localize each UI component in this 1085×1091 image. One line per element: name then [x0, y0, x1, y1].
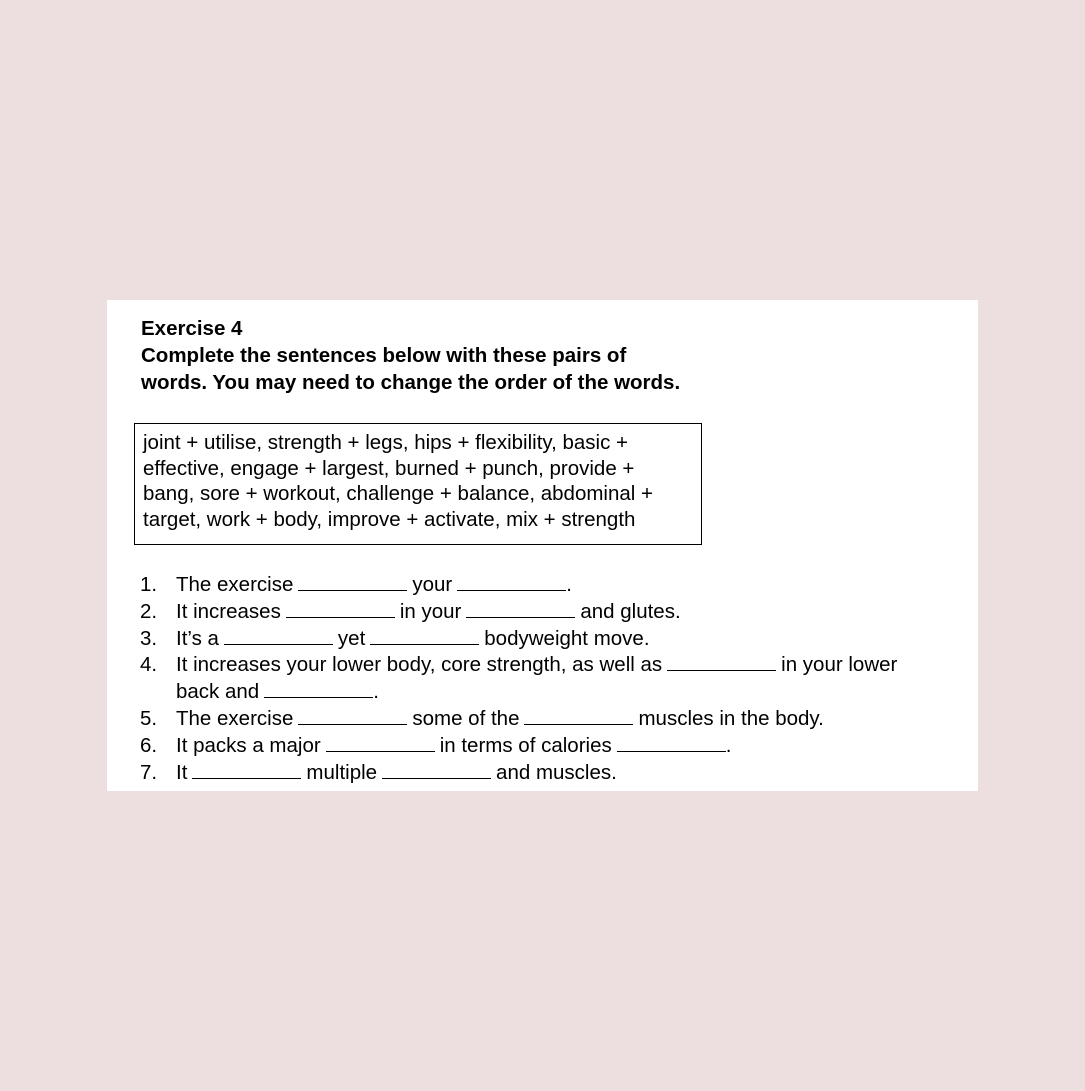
sentence-number: 5.: [140, 706, 158, 730]
sentence-3: [107, 626, 978, 653]
sentence-text: .: [566, 573, 572, 596]
sentence-number: 7.: [140, 760, 158, 784]
sentence-text: It packs a major: [176, 733, 321, 757]
sentence-text: muscles in the body.: [638, 706, 824, 730]
exercise-heading: [141, 315, 781, 396]
sentence-text: back and: [176, 680, 260, 704]
answer-blank[interactable]: [617, 750, 726, 752]
sentence-text: It’s a: [176, 626, 219, 650]
sentence-4: [107, 652, 978, 706]
exercise-title: Exercise 4: [141, 317, 243, 340]
sentence-text: It increases your lower body, core strength, as well as: [176, 653, 663, 677]
word-pairs-line: effective, engage + largest, burned + punch, provide +: [143, 456, 635, 480]
sentence-text: your: [412, 573, 453, 596]
sentence-text: .: [725, 733, 732, 757]
answer-blank[interactable]: [667, 669, 776, 671]
sentence-text: in terms of calories: [439, 733, 612, 757]
sentence-number: 4.: [140, 653, 158, 677]
answer-blank[interactable]: [326, 750, 435, 752]
answer-blank[interactable]: [370, 643, 479, 645]
instructions-line-1: Complete the sentences below with these pairs of: [141, 344, 627, 367]
sentence-text: bodyweight move.: [484, 626, 650, 650]
answer-blank[interactable]: [298, 723, 407, 725]
word-pairs-line: joint + utilise, strength + legs, hips + flexibility, basic +: [143, 431, 629, 454]
answer-blank[interactable]: [192, 777, 301, 779]
sentence-text: in your: [399, 599, 462, 623]
word-pairs-line: target, work + body, improve + activate, mix + strength: [143, 507, 636, 531]
sentence-text: The exercise: [176, 706, 294, 730]
sentence-text: multiple: [306, 760, 378, 784]
sentence-2: [107, 599, 978, 626]
answer-blank[interactable]: [224, 643, 333, 645]
sentence-number: 2.: [140, 599, 158, 623]
sentence-text: and glutes.: [580, 599, 681, 623]
sentence-number: 6.: [140, 733, 158, 757]
sentence-number: 1.: [140, 573, 158, 596]
sentence-text: yet: [337, 626, 366, 650]
answer-blank[interactable]: [382, 777, 491, 779]
answer-blank[interactable]: [466, 616, 575, 618]
answer-blank[interactable]: [286, 616, 395, 618]
sentence-number: 3.: [140, 626, 158, 650]
answer-blank[interactable]: [457, 589, 566, 591]
sentence-5: [107, 706, 978, 733]
answer-blank[interactable]: [524, 723, 633, 725]
sentence-list: [107, 572, 978, 786]
answer-blank[interactable]: [298, 589, 407, 591]
sentence-text: .: [373, 680, 379, 704]
sentence-text: It: [176, 760, 188, 784]
instructions-line-2: words. You may need to change the order of the words.: [141, 371, 681, 394]
sentence-text: and muscles.: [496, 760, 617, 784]
answer-blank[interactable]: [264, 696, 373, 698]
sentence-6: [107, 733, 978, 760]
sentence-1: [107, 572, 978, 599]
word-pairs-box: [134, 423, 702, 545]
word-pairs-line: bang, sore + workout, challenge + balance, abdominal +: [143, 482, 653, 505]
sentence-text: The exercise: [176, 573, 294, 596]
sentence-text: in your lower: [781, 653, 898, 677]
sentence-7: [107, 760, 978, 787]
worksheet: [107, 300, 978, 791]
sentence-text: some of the: [412, 706, 520, 730]
sentence-text: It increases: [176, 599, 281, 623]
